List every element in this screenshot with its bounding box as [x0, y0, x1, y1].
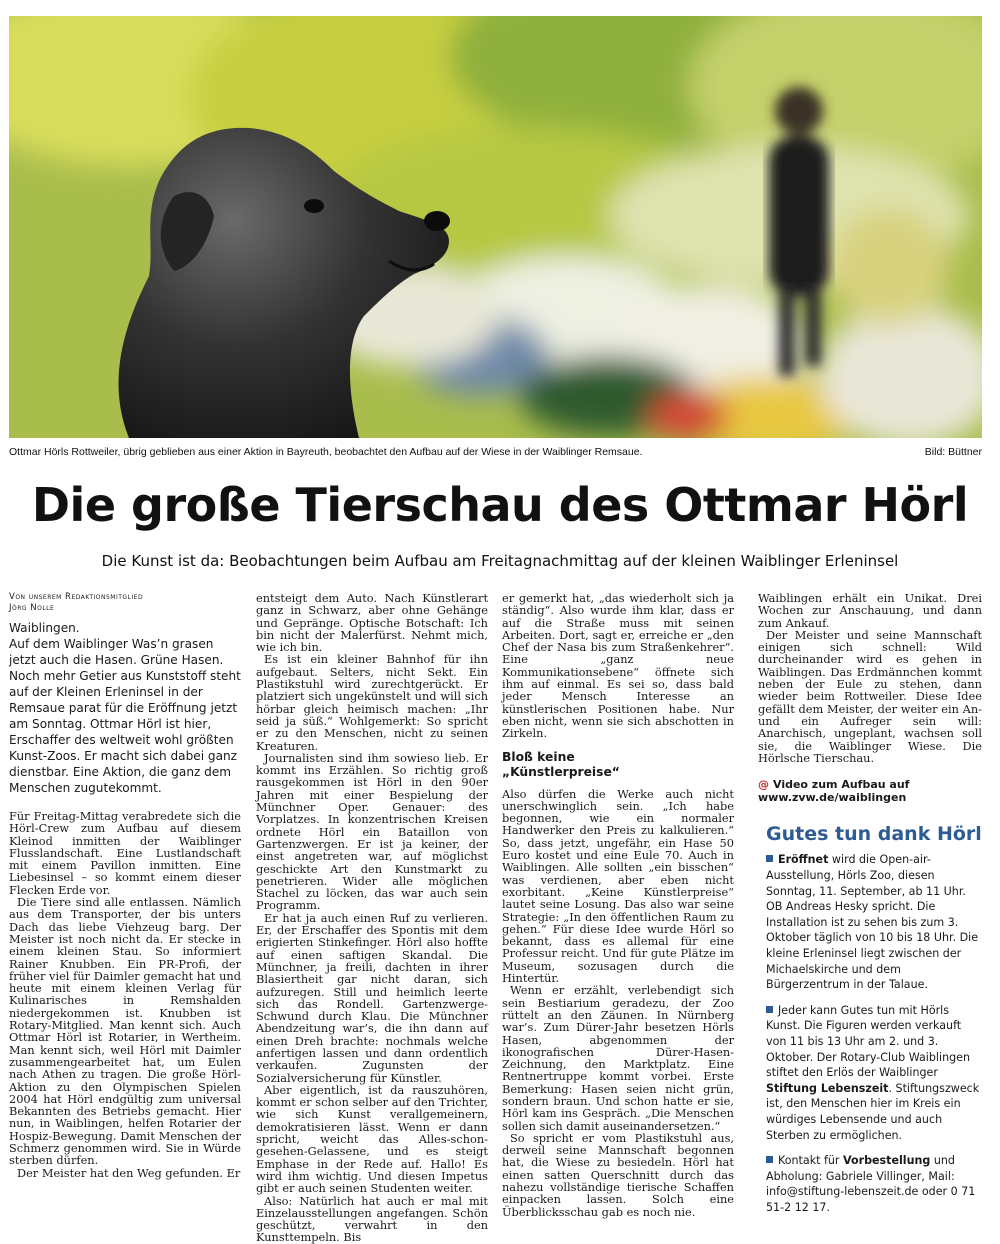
- intertitle: [502, 750, 734, 780]
- intertitle-line-2: „Künstlerpreise“: [502, 764, 620, 779]
- video-link[interactable]: [758, 778, 982, 804]
- info-item: [766, 852, 982, 992]
- paragraph: Also dürfen die Werke auch nicht unerschwinglich sein. „Ich habe begonnen, wie ein normaler Handwerker den Preis zu kalkulieren.“ So, dass jetzt, ungefähr, ein Hase 50 Euro kostet und eine Eule 70. Auch in Waiblingen. Alle sollten „ein bisschen“ was verdienen, aber eben nicht exorbitant. „Keine Künstlerpreise“ lautet seine Losung. Das also war seine Strategie: „In den öffentlichen Raum zu gehen.“ Für diese Idee wurde Hörl so bekannt, dass es allemal für eine Professur reicht. Und für gute Plätze im Museum, sozusagen durch die Hintertür.: [502, 786, 734, 986]
- paragraph: Also: Natürlich hat auch er mal mit Einzelausstellungen angefangen. Schön geschützt, verwahrt in den Kunsttempeln. Bis: [256, 1193, 488, 1244]
- info-item-text: Jeder kann Gutes tun mit Hörls Kunst. Die Figuren werden verkauft von 11 bis 13 Uhr am 2. und 3. Oktober. Der Rotary-Club Waiblingen stiftet den Erlös der Waiblinger: [766, 1003, 970, 1080]
- info-item-text: . Stiftungszweck ist, den Menschen hier im Kreis ein würdiges Lebensende und auch Sterben zu ermöglichen.: [766, 1081, 980, 1142]
- info-box: [758, 823, 982, 1215]
- intertitle-line-1: Bloß keine: [502, 749, 575, 764]
- info-item-keyword: Vorbestellung: [843, 1154, 931, 1168]
- bullet-square-icon: [766, 1006, 773, 1013]
- info-item-keyword: Stiftung Lebenszeit: [766, 1081, 889, 1095]
- article-column-3: [502, 592, 734, 1218]
- paragraph: Journalisten sind ihm sowieso lieb. Er kommt ins Erzählen. So richtig groß rausgekommen ist Hörl in den 90er Jahren mit einer Bespielung der Münchner Oper. Genauer: des Vorplatzes. In konzentrischen Kreisen ordnete Hörl ein Bataillon von Gartenzwergen. Er ist ja keiner, der einst angetreten war, auf möglichst geschickte Art den Kunstmarkt zu penetrieren. Wider alle möglichen Stachel zu löcken, das war auch sein Programm.: [256, 750, 488, 913]
- paragraph: Der Meister und seine Mannschaft einigen sich schnell: Wild durcheinander wird es gehen in Waiblingen. Das Erdmännchen kommt neben der Eule zu stehen, dann wieder beim Rottweiler. Diese Idee gefällt dem Meister, der weiter ein An- und ein Aufreger sein will: Anarchisch, ungeplant, wachsen soll sie, die Waiblinger Wiese. Die Hörlsche Tierschau.: [758, 627, 982, 765]
- rottweiler-sculpture-image: [9, 16, 982, 438]
- info-item-text: wird die Open-air-Ausstellung, Hörls Zoo, diesen Sonntag, 11. September, ab 11 Uhr. OB Andreas Hesky spricht. Die Installation ist zu sehen bis zum 3. Oktober täglich von 10 bis 18 Uhr. Die kleine Erleninsel liegt zwischen der Michaelskirche und dem Bürgerzentrum in der Talaue.: [766, 853, 979, 992]
- article-column-4: [758, 592, 982, 1226]
- paragraph: Waiblingen erhält ein Unikat. Drei Wochen zur Anschauung, und dann zum Ankauf.: [758, 591, 982, 630]
- subheadline: Die Kunst ist da: Beobachtungen beim Aufbau am Freitagnachmittag auf der kleinen Waiblinger Erleninsel: [101, 552, 899, 570]
- info-item-text: Kontakt für: [778, 1154, 844, 1168]
- caption-text: Ottmar Hörls Rottweiler, übrig geblieben aus einer Aktion in Bayreuth, beobachtet den Aufbau auf der Wiese in der Waiblinger Remsaue.: [9, 446, 643, 458]
- byline: [9, 592, 241, 614]
- info-item-keyword: Eröffnet: [778, 853, 829, 867]
- byline-author: Jörg Nolle: [9, 603, 55, 613]
- lead-paragraph: [9, 620, 241, 796]
- video-link-text[interactable]: Video zum Aufbau auf www.zvw.de/waiblingen: [758, 778, 910, 805]
- bullet-square-icon: [766, 855, 773, 862]
- article-photo: [9, 16, 982, 438]
- bullet-square-icon: [766, 1156, 773, 1163]
- byline-role: Von unserem Redaktionsmitglied: [9, 592, 144, 602]
- info-item: [766, 1153, 982, 1215]
- paragraph: Der Meister hat den Weg gefunden. Er: [17, 1165, 241, 1180]
- info-item-contact[interactable]: und Abholung: Gabriele Villinger, Mail: info@stiftung-lebenszeit.de oder 0 71 51-2 12 17.: [766, 1154, 976, 1214]
- paragraph: entsteigt dem Auto. Nach Künstlerart ganz in Schwarz, aber ohne Gehänge und Gepränge. Optische Botschaft: Ich bin nicht der Malerfürst. Nehmt mich, wie ich bin.: [256, 591, 488, 655]
- dateline: Waiblingen.: [9, 621, 80, 635]
- paragraph: Es ist ein kleiner Bahnhof für ihn aufgebaut. Selters, nicht Sekt. Ein Plastikstuhl wird zurechtgerückt. Er platziert sich ungekünstelt und will sich hörbar gleich heimisch machen: „Ihr seid ja süß.“ Wohlgemerkt: So spricht er zu den Menschen, nicht zu seinen Kreaturen.: [256, 652, 488, 753]
- paragraph: Er hat ja auch einen Ruf zu verlieren. Er, der Erschaffer des Spontis mit dem erigierten Stinkefinger. Hörl also hoffte auf einen saftigen Skandal. Die Münchner, ja freili, dachten in ihrer Blasiertheit gar nicht daran, sich aufzuregen. Still und heimlich leerte sich das Rondell. Gartenzwerge-Schwund durch Klau. Die Münchner Abendzeitung war’s, die ihn dann auf einen Dreh brachte: nochmals welche anfertigen lassen und dann ordentlich verkaufen. Zugunsten der Sozialversicherung für Künstler.: [256, 910, 488, 1085]
- paragraph: er gemerkt hat, „das wiederholt sich ja ständig“. Also wurde ihm klar, dass er auf die Straße muss mit seinen Arbeiten. Dort, sagt er, erreiche er „den Chef der Nasa bis zum Straßenkehrer“. Eine „ganz neue Kommunikationsebene“ öffnete sich ihm auf einmal. Es sei so, dass bald jeder Mensch Interesse an künstlerischen Positionen habe. Nur eben nicht, wenn sie sich abschotten in Zirkeln.: [502, 591, 734, 741]
- article-column-2: [256, 592, 488, 1244]
- article-column-1: [9, 592, 241, 1179]
- at-icon: @: [758, 778, 769, 792]
- lead-text: Auf dem Waiblinger Was’n grasen jetzt auch die Hasen. Grüne Hasen. Noch mehr Getier aus Kunststoff steht auf der Kleinen Erleninsel in der Remsaue parat für die Eröffnung jetzt am Sonntag. Ottmar Hörl ist hier, Erschaffer des weltweit wohl größten Kunst-Zoos. Er macht sich dabei ganz dienstbar. Eine Aktion, die ganz dem Menschen zugutekommt.: [9, 637, 241, 795]
- photo-caption: [9, 446, 982, 458]
- paragraph: Die Tiere sind alle entlassen. Nämlich aus dem Transporter, der bis unters Dach das liebe Viehzeug barg. Der Meister ist noch nicht da. Er stecke in einem kleinen Stau. So informiert Rainer Knubben. Ein PR-Profi, der früher viel für Daimler gemacht hat und heute mit einem kleinen Verlag für Kulinarisches in Remshalden niedergekommen ist. Knubben ist Rotary-Mitglied. Man kennt sich. Auch Ottmar Hörl ist Rotarier, in Wertheim. Man kennt sich, weil Hörl mit Daimler zusammengearbeitet hat, um Eulen nach Athen zu tragen. Die große Hörl-Aktion zu den Olympischen Spielen 2004 hat Hörl endgültig zum universal Bekannten des Betriebs gemacht. Hier nun, in Waiblingen, helfen Rotarier der Hospiz-Bewegung. Damit Menschen der Schmerz genommen wird. Sie in Würde sterben dürfen.: [9, 895, 241, 1168]
- photo-credit: Bild: Büttner: [924, 446, 982, 458]
- paragraph: Aber eigentlich, ist da rauszuhören, kommt er schon selber auf den Trichter, wie sich Kunst verallgemeinern, demokratisieren lässt. Wenn er dann spricht, weicht das Alles-schon-gesehen-Gelassene, und es steigt Emphase in der Rede auf. Hallo! Es wird ihm wichtig. Und diesen Impetus gibt er auch seinen Studenten weiter.: [256, 1082, 488, 1196]
- paragraph: So spricht er vom Plastikstuhl aus, derweil seine Mannschaft begonnen hat, die Wiese zu besiedeln. Hörl hat einen satten Querschnitt durch das nahezu vollständige tierische Schaffen einpacken lassen. Solch eine Überblicksschau gab es noch nie.: [502, 1130, 734, 1219]
- info-box-title: Gutes tun dank Hörl: [766, 823, 982, 846]
- paragraph: Für Freitag-Mittag verabredete sich die Hörl-Crew zum Aufbau auf diesem Kleinod inmitten der Waiblinger Flusslandschaft. Eine Lustlandschaft mit einem Pavillon inmitten. Eine Liebesinsel – so kommt einem dieser Flecken Erde vor.: [9, 809, 241, 897]
- info-item: [766, 1003, 982, 1143]
- paragraph: Wenn er erzählt, verlebendigt sich sein Bestiarium geradezu, der Zoo rüttelt an den Zäunen. In Nürnberg war’s. Zum Dürer-Jahr besetzen Hörls Hasen, abgenommen der ikonografischen Dürer-Hasen-Zeichnung, den Marktplatz. Eine Rentnertruppe kommt vorbei. Erste Bemerkung: Hasen seien nicht grün, sondern braun. Und schon hatte er sie, Hörl kam ins Gespräch. „Die Menschen sollen sich damit auseinandersetzen.“: [502, 983, 734, 1133]
- headline: Die große Tierschau des Ottmar Hörl: [31, 478, 969, 532]
